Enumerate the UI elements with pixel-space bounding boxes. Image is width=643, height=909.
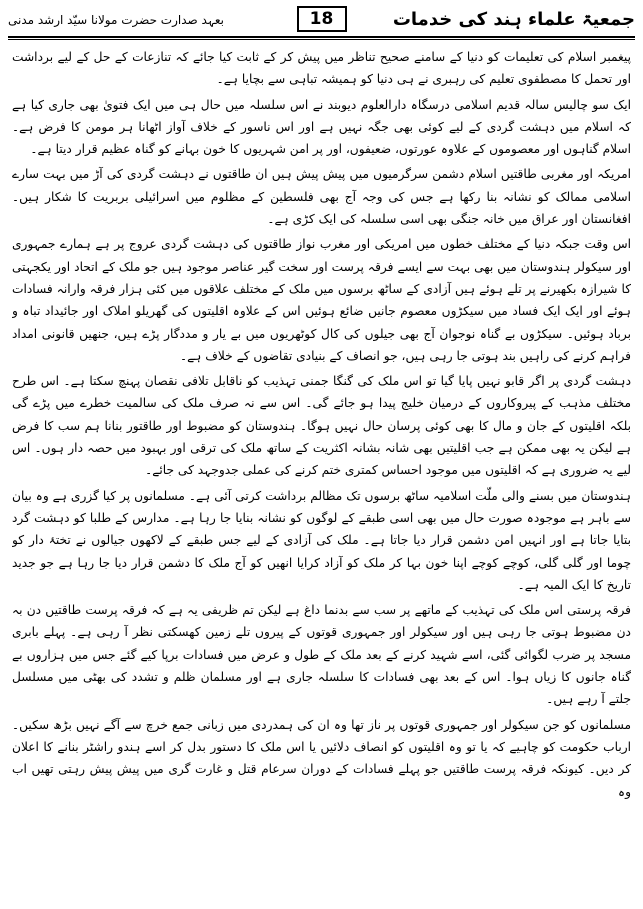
header-rule-thin bbox=[8, 39, 635, 40]
body-text bbox=[12, 46, 631, 903]
paragraph: فرقہ پرستی اس ملک کی تہذیب کے ماتھے پر سب سے بدنما داغ ہے لیکن تم ظریفی یہ ہے کہ فرقہ پرست طاقتیں دن بہ دن مضبوط ہوتی جا رہی ہیں اور سیکولر اور جمہوری قوتوں کے پیروں تلے زمین کھسکتی نظر آ رہی ہے۔ پہلے بابری مسجد پر ضرب لگوائی گئی، اسے شہید کرنے کے بعد ملک کے طول و عرض میں فسادات برپا کیے گئے جس میں ہزاروں بے گناہ جانوں کا زیاں ہوا۔ اس کے بعد بھی فسادات کا سلسلہ جاری ہے اور مسلمان ظلم و تشدد کی بھٹی میں مسلسل جلتے آ رہے ہیں۔ bbox=[12, 603, 631, 707]
running-title: جمعیۃ علماء ہند کی خدمات bbox=[392, 9, 635, 30]
page-number: 18 bbox=[297, 6, 347, 32]
paragraph: امریکہ اور مغربی طاقتیں اسلام دشمن سرگرمیوں میں پیش پیش ہیں ان طاقتوں نے دہشت گردی کی آڑ میں بہت سارے اسلامی ممالک کو نشانہ بنا رکھا ہے جس کی وجہ آج بھی فلسطین کے مظلوم میں اسرائیلی بربریت کا شکار ہیں۔ افغانستان اور عراق میں خانہ جنگی بھی اسی سلسلہ کی ایک کڑی ہے۔ bbox=[12, 167, 631, 227]
paragraph: پیغمبر اسلام کی تعلیمات کو دنیا کے سامنے صحیح تناظر میں پیش کر کے ثابت کیا جائے کہ تنازعات کے حل کے لیے برداشت اور تحمل کا مصطفوی تعلیم کی رہبری نے ہی دنیا کو ہمیشہ تباہی سے بچایا ہے۔ bbox=[12, 50, 631, 87]
running-subtitle: بعہد صدارت حضرت مولانا سیّد ارشد مدنی bbox=[8, 13, 224, 27]
header-rule bbox=[8, 36, 635, 38]
paragraph: مسلمانوں کو جن سیکولر اور جمہوری قوتوں پر ناز تھا وہ ان کی ہمدردی میں زبانی جمع خرچ سے آگے نہیں بڑھ سکیں۔ ارباب حکومت کو چاہیے کہ یا تو وہ اقلیتوں کو انصاف دلائیں یا اس ملک کا دستور بدل کر اسے ہندو راشٹر بنانے کا اعلان کر دیں۔ کیونکہ فرقہ پرست طاقتیں جو پہلے فسادات کے دوران سرعام قتل و غارت گری میں پیش پیش رہتی تھیں اب وہ bbox=[12, 717, 631, 799]
paragraph: اس وقت جبکہ دنیا کے مختلف خطوں میں امریکی اور مغرب نواز طاقتوں کی دہشت گردی عروج پر ہے ہمارے جمہوری اور سیکولر ہندوستان میں بھی بہت سے ایسے فرقہ پرست اور سخت گیر عناصر موجود ہیں جو ملک کے اتحاد اور یکجہتی کا شیرازہ بکھیرنے پر تلے ہوئے ہیں آزادی کے ساٹھ برسوں میں ملک کے مختلف علاقوں میں کئی ہزار فرقہ وارانہ فسادات ہوئے اور ایک ایک فساد میں سیکڑوں معصوم جانیں ضائع ہوئیں اس کے علاوہ اقلیتوں کی گھریلو املاک اور جائیداد تباہ و برباد ہوئیں۔ سیکڑوں بے گناہ نوجوان آج بھی جیلوں کی کال کوٹھریوں میں بے یار و مددگار پڑے ہیں، جنھیں قانونی امداد فراہم کرنے کی راہیں بند ہوتی جا رہی ہیں، جو انصاف کے بنیادی تقاضوں کے خلاف ہے۔ bbox=[12, 237, 631, 363]
page-header bbox=[8, 6, 635, 36]
paragraph: ایک سو چالیس سالہ قدیم اسلامی درسگاہ دارالعلوم دیوبند نے اس سلسلہ میں حال ہی میں ایک فتویٰ بھی جاری کیا ہے کہ اسلام میں دہشت گردی کے لیے کوئی بھی جگہ نہیں ہے اور اس ناسور کے خلاف آواز اٹھانا ہر مومن کا فرض ہے۔ اسلام گناہوں اور معصوموں کے علاوہ عورتوں، ضعیفوں، اور پر امن شہریوں کا خون بہانے کو گناہ عظیم قرار دیتا ہے۔ bbox=[12, 97, 631, 157]
paragraph: دہشت گردی پر اگر قابو نہیں پایا گیا تو اس ملک کی گنگا جمنی تہذیب کو ناقابل تلافی نقصان پہنچ سکتا ہے۔ اس طرح مختلف مذہب کے پیروکاروں کے درمیان خلیج پیدا ہو جائے گی۔ اس سے نہ صرف ملک کی سالمیت خطرے میں پڑے گی بلکہ اقلیتوں کے جان و مال کا بھی کوئی پرسان حال نہیں ہوگا۔ ہندوستان کو مضبوط اور طاقتور بنانا ہم سب کا فرض ہے لیکن یہ بھی ممکن ہے جب اقلیتیں بھی شانہ بشانہ اکثریت کے ساتھ ملک کی ترقی اور بہبود میں حصہ دار ہوں۔ اس لیے یہ ضروری ہے کہ اقلیتوں میں موجود احساس کمتری ختم کرنے کی عملی جدوجہد کی جائے۔ bbox=[12, 374, 631, 478]
paragraph: ہندوستان میں بسنے والی ملّت اسلامیہ ساٹھ برسوں تک مظالم برداشت کرتی آئی ہے۔ مسلمانوں پر کیا گزری ہے وہ بیان سے باہر ہے موجودہ صورت حال میں بھی اسی طبقے کے لوگوں کو نشانہ بنایا جا رہا ہے۔ مدارس کے طلبا کو دہشت گرد بتایا جاتا ہے اور انہیں امن دشمن قرار دیا جاتا ہے۔ ملک کی آزادی کے لیے جس طبقے کے لاکھوں جیالوں نے تختۂ دار کو چوما اور گلی گلی، کوچے کوچے اپنا خون بہا کر ملک کو آزاد کرایا انھیں کو آج ملک کا دشمن قرار دیا جا رہا ہے جو جدید تاریخ کا ایک المیہ ہے۔ bbox=[12, 488, 631, 592]
